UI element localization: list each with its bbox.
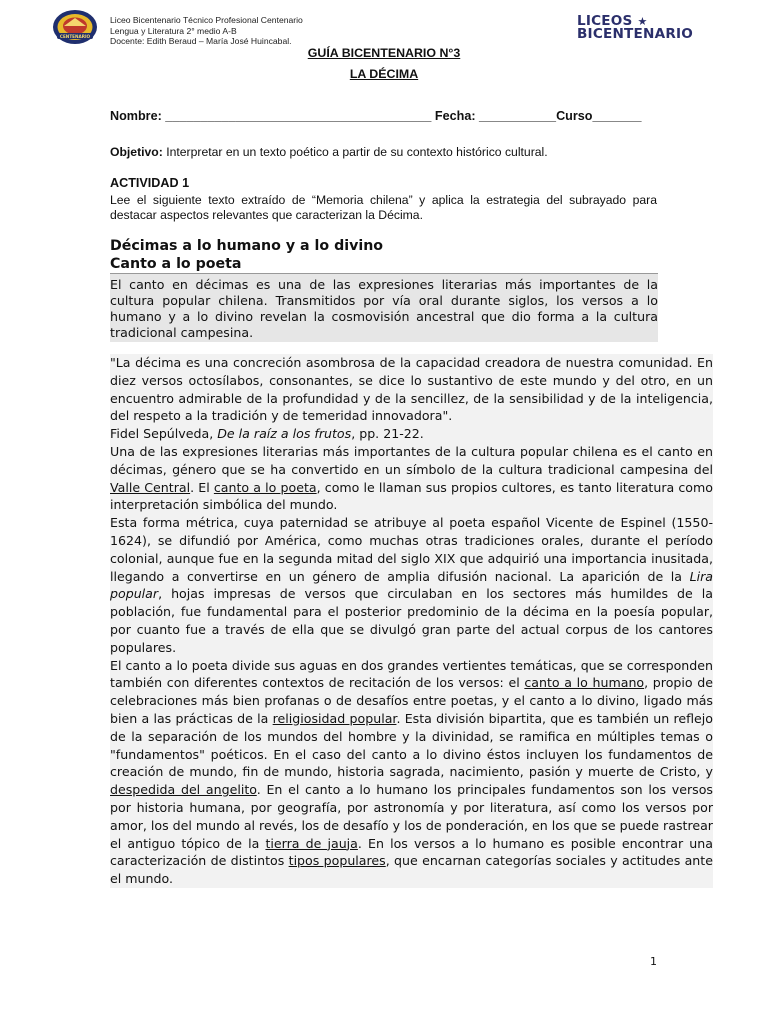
p2-lira-popular: Lira popular xyxy=(110,568,713,602)
star-icon: ★ xyxy=(637,15,648,28)
p1-text-a: Una de las expresiones literarias más importantes de la cultura popular chilena es el canto en décimas, género que se ha convertido en un símbolo de la cultura tradicional campesina del xyxy=(110,443,713,477)
intro-paragraph: El canto en décimas es una de las expresiones literarias más importantes de la cultura popular chilena. Transmitidos por vía oral durante siglos, los versos a lo humano y a lo divino revelan la cosmovisión ancestral que dio forma a la cultura tradicional campesina. xyxy=(110,273,658,342)
paragraph-2 xyxy=(110,514,713,656)
paragraph-1 xyxy=(110,443,713,514)
link-despedida-del-angelito[interactable]: despedida del angelito xyxy=(110,782,257,798)
p3-text-c: . Esta división bipartita, que es también un reflejo de la separación de los mundos del hombre y la divinidad, se ramifica en múltiples temas o "fundamentos" poéticos. En el caso del canto a lo divino éstos incluyen los fundamentos de creación de mundo, fin de mundo, historia sagrada, nacimiento, pasión y muerte de Cristo, y xyxy=(110,710,713,780)
section-title-line2: Canto a lo poeta xyxy=(110,255,242,272)
p3-text-a: El canto a lo poeta divide sus aguas en dos grandes vertientes temáticas, que se corresponden también con diferentes contextos de recitación de los versos: el xyxy=(110,657,713,691)
section-title-line1: Décimas a lo humano y a lo divino xyxy=(110,238,384,254)
p1-text-b: . El xyxy=(190,479,214,495)
quote-citation xyxy=(110,425,713,443)
link-valle-central[interactable]: Valle Central xyxy=(110,479,191,495)
main-text xyxy=(110,354,713,888)
p2-text-a: Esta forma métrica, cuya paternidad se atribuye al poeta español Vicente de Espinel (1550-1624), se difundió por América, como muchas otras tradiciones orales, durante el período colonial, aunque fue en la segunda mitad del siglo XIX que adquirió una importancia inusitada, llegando a convertirse en un género de amplia difusión nacional. La aparición de la xyxy=(110,515,713,584)
quote-paragraph: "La décima es una concreción asombrosa de la capacidad creadora de nuestra comunidad. En diez versos octosílabos, consonantes, se dice lo sustantivo de este mundo y del otro, en un encuentro admirable de la profundidad y de la sencillez, de la sensibilidad y de la inteligencia, del respeto a la tradición y de temeridad innovadora". xyxy=(110,355,713,424)
link-canto-a-lo-poeta[interactable]: canto a lo poeta xyxy=(213,479,317,495)
link-tipos-populares[interactable]: tipos populares xyxy=(288,853,386,869)
school-seal-logo xyxy=(52,9,98,45)
liceos-bicentenario-logo xyxy=(577,15,697,43)
seal-text: CENTENARIO xyxy=(59,34,91,39)
citation-pages: , pp. 21-22. xyxy=(351,426,424,442)
objective xyxy=(110,145,548,159)
objective-text: Interpretar en un texto poético a partir de su contexto histórico cultural. xyxy=(162,145,548,159)
school-name: Liceo Bicentenario Técnico Profesional Centenario xyxy=(110,15,303,25)
p3-text-b: , propio de celebraciones más bien profanas o de desafíos entre poetas, y el canto a lo divino, ligado más bien a las prácticas de la xyxy=(110,675,713,726)
link-canto-a-lo-humano[interactable]: canto a lo humano xyxy=(524,675,645,691)
page-number: 1 xyxy=(650,955,657,968)
p3-text-d: . En el canto a lo humano los principales fundamentos son los versos por historia humana, por geografía, por astronomía y por literatura, así como los versos por amor, los del mundo al revés, los de desafío y los de ponderación, en los que se puede rastrear el antiguo tópico de la xyxy=(110,782,713,851)
teachers-line: Docente: Edith Beraud – María José Huincabal. xyxy=(110,36,292,46)
p3-text-e: . En los versos a lo humano es posible encontrar una caracterización de distintos xyxy=(110,835,713,869)
brand-line1: LICEOS xyxy=(577,13,633,29)
section-title xyxy=(110,238,383,273)
guide-title: GUÍA BICENTENARIO N°3 xyxy=(307,46,461,60)
paragraph-3 xyxy=(110,657,713,888)
course-line: Lengua y Literatura 2° medio A-B xyxy=(110,25,237,36)
activity-title: ACTIVIDAD 1 xyxy=(110,176,190,190)
activity-instructions: Lee el siguiente texto extraído de “Memoria chilena” y aplica la estrategia del subrayado para destacar aspectos relevantes que caracterizan la Décima. xyxy=(110,193,657,223)
name-date-course-line: Nombre: ______________________________________ Fecha: ___________Curso_______ xyxy=(110,109,642,123)
link-religiosidad-popular[interactable]: religiosidad popular xyxy=(272,710,397,726)
p3-text-f: , que encarnan categorías sociales y actitudes ante el mundo. xyxy=(110,853,713,887)
school-header xyxy=(110,15,303,47)
p2-text-b: , hojas impresas de versos que circulaban en los sectores más humildes de la población, fue fundamental para el posterior predominio de la décima en la poesía popular, por cuanto fue a través de ella que se divulgó gran parte del actual corpus de los cantores populares. xyxy=(110,586,713,655)
link-tierra-de-jauja[interactable]: tierra de jauja xyxy=(265,835,358,851)
brand-line2: BICENTENARIO xyxy=(577,26,693,42)
guide-subtitle: LA DÉCIMA xyxy=(349,67,419,81)
objective-label: Objetivo: xyxy=(110,145,163,159)
p1-text-c: , como le llaman sus propios cultores, es tanto literatura como interpretación simbólica del mundo. xyxy=(110,479,713,513)
citation-author: Fidel Sepúlveda, xyxy=(110,426,218,442)
citation-book: De la raíz a los frutos xyxy=(217,426,352,442)
